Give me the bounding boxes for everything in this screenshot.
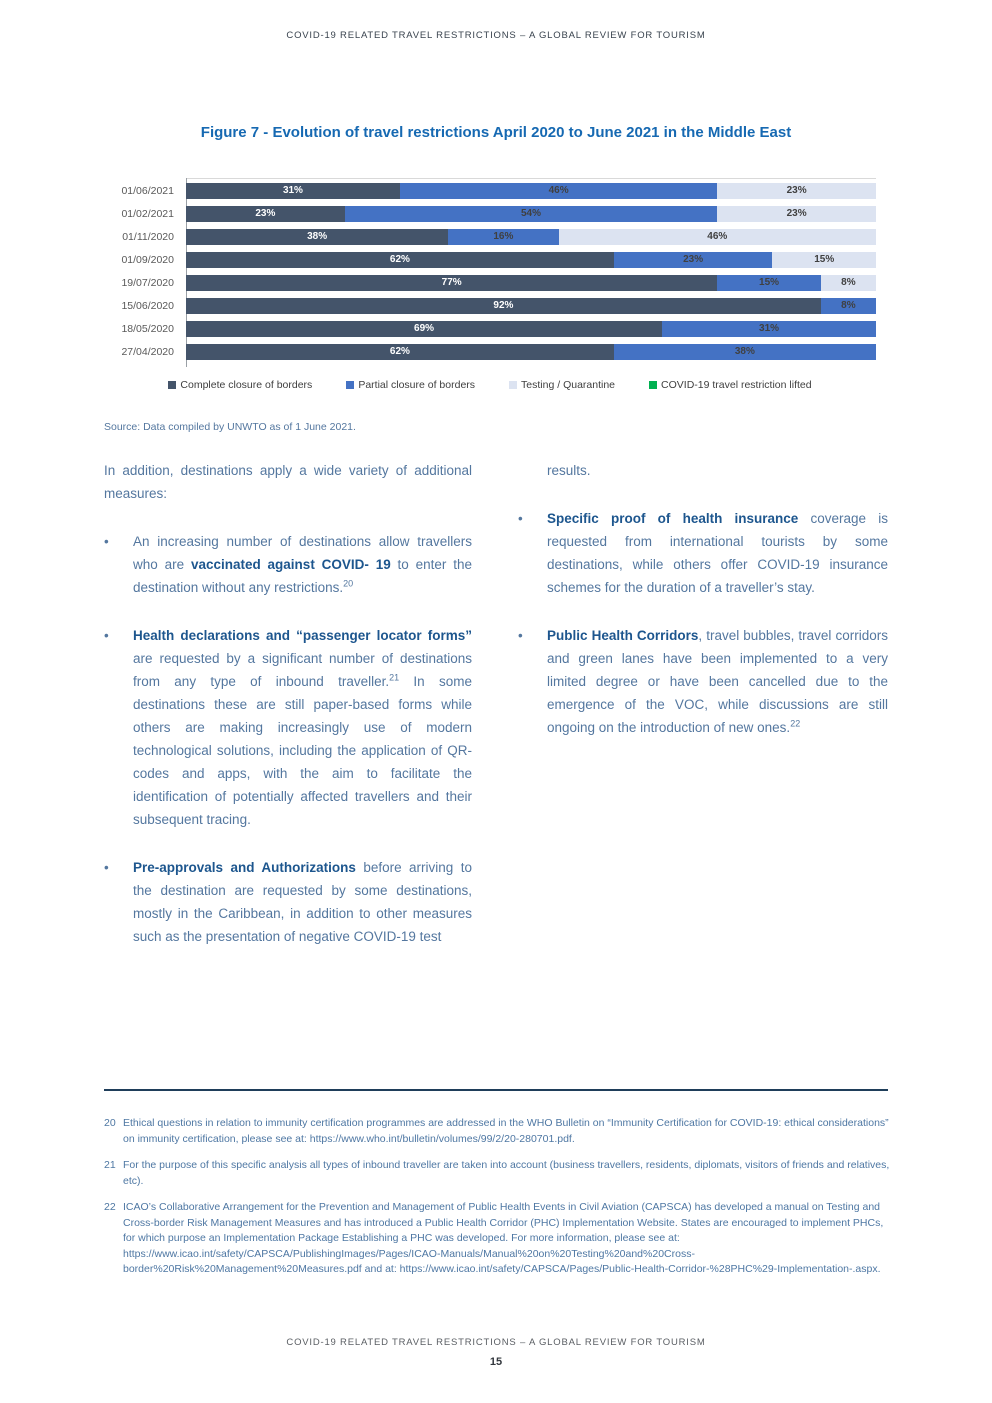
legend-swatch <box>346 381 354 389</box>
bar-value-label: 8% <box>841 300 856 311</box>
travel-restrictions-chart <box>104 176 876 363</box>
chart-bar-track <box>186 183 876 199</box>
footnote-item <box>104 1200 894 1278</box>
bar-segment <box>821 298 876 314</box>
continuation-paragraph: results. <box>547 463 591 478</box>
list-item <box>104 530 472 599</box>
bar-value-label: 23% <box>786 208 807 219</box>
bar-value-label: 38% <box>307 231 328 242</box>
bar-segment <box>186 275 717 291</box>
bar-value-label: 62% <box>389 254 410 265</box>
figure-title: Figure 7 - Evolution of travel restrictions April 2020 to June 2021 in the Middle East <box>200 124 792 141</box>
chart-rows <box>104 176 876 363</box>
bullet-marker: • <box>104 534 109 549</box>
chart-bar-track <box>186 298 876 314</box>
bar-value-label: 31% <box>282 185 303 196</box>
bar-value-label: 69% <box>414 323 435 334</box>
chart-row <box>104 179 876 202</box>
chart-bar-track <box>186 275 876 291</box>
bar-value-label: 16% <box>493 231 514 242</box>
bar-value-label: 23% <box>683 254 704 265</box>
bar-value-label: 54% <box>520 208 541 219</box>
legend-swatch <box>168 381 176 389</box>
legend-label: Partial closure of borders <box>358 379 476 391</box>
bar-segment <box>662 321 876 337</box>
bullet-marker: • <box>518 511 523 526</box>
bar-segment <box>186 298 821 314</box>
bar-segment <box>614 344 876 360</box>
chart-row <box>104 225 876 248</box>
bar-segment <box>717 183 876 199</box>
footnote-text: ICAO’s Collaborative Arrangement for the Prevention and Management of Public Health Events in Civil Aviation (CAPSCA) has developed a manual on Testing and Cross-border Risk Management Measures and has introduced a Public Health Corridor (PHC) Implementation Website. States are encouraged to implement PHCs, for which purpose an Implementation Package Establishing a PHC was developed. For more information, please see at: https://www.icao.int/safety/CAPSCA/PublishingImages/Pages/ICAO-Manuals/Manual%20on%20Testing%20and%20Cross-border%20Risk%20Management%20Measures.pdf and at: https://www.icao.int/safety/CAPSCA/Pages/Public-Health-Corridor-%28PHC%29-Implementation-.aspx. <box>123 1201 884 1275</box>
footnote-number: 21 <box>104 1159 116 1171</box>
chart-row <box>104 317 876 340</box>
chart-bar-track <box>186 206 876 222</box>
legend-item <box>346 379 475 391</box>
bar-segment <box>186 183 400 199</box>
chart-category-label: 01/06/2021 <box>121 184 174 197</box>
bullet-list-right <box>518 507 888 739</box>
bar-value-label: 62% <box>389 346 410 357</box>
legend-swatch <box>509 381 517 389</box>
bar-value-label: 23% <box>255 208 276 219</box>
chart-row <box>104 340 876 363</box>
chart-category-label: 01/09/2020 <box>121 253 174 266</box>
bullet-text: Specific proof of health insurance coverage is requested from international tourists by some destinations, while others offer COVID-19 insurance schemes for the duration of a traveller’s stay. <box>547 511 888 595</box>
bar-value-label: 8% <box>841 277 856 288</box>
bar-value-label: 38% <box>734 346 755 357</box>
footnote-item <box>104 1158 894 1189</box>
legend-label: COVID-19 travel restriction lifted <box>661 379 812 391</box>
bar-value-label: 92% <box>493 300 514 311</box>
bar-segment <box>772 252 876 268</box>
chart-source: Source: Data compiled by UNWTO as of 1 June 2021. <box>104 421 356 433</box>
bar-segment <box>186 252 614 268</box>
chart-row <box>104 202 876 225</box>
chart-category-label: 19/07/2020 <box>121 276 174 289</box>
chart-category-label: 18/05/2020 <box>121 322 174 335</box>
bar-segment <box>717 275 821 291</box>
bar-value-label: 31% <box>759 323 780 334</box>
page-number: 15 <box>489 1356 503 1368</box>
bullet-text: Pre-approvals and Authorizations before arriving to the destination are requested by some destinations, mostly in the Caribbean, in addition to other measures such as the presentation of negative COVID-19 test <box>133 860 472 944</box>
legend-label: Complete closure of borders <box>180 379 313 391</box>
bar-value-label: 23% <box>786 185 807 196</box>
legend-item <box>509 379 615 391</box>
body-column-right <box>518 459 888 739</box>
footnote-text: For the purpose of this specific analysis all types of inbound traveller are taken into account (business travellers, residents, diplomats, visitors of friends and relatives, etc). <box>123 1159 890 1187</box>
bar-segment <box>614 252 773 268</box>
chart-bar-track <box>186 321 876 337</box>
footnotes <box>104 1116 894 1289</box>
bar-segment <box>186 321 662 337</box>
bar-segment <box>186 229 448 245</box>
bar-segment <box>821 275 876 291</box>
legend-item <box>168 379 312 391</box>
bar-value-label: 46% <box>707 231 728 242</box>
footnote-number: 20 <box>104 1117 116 1129</box>
list-item <box>518 507 888 599</box>
chart-bar-track <box>186 252 876 268</box>
footnote-text: Ethical questions in relation to immunity certification programmes are addressed in the WHO Bulletin on “Immunity Certification for COVID-19: ethical considerations” on immunity certification, please see at: https://www.who.int/bulletin/volumes/99/2/20-280701.pdf. <box>123 1117 889 1145</box>
bar-value-label: 46% <box>548 185 569 196</box>
bullet-text: Health declarations and “passenger locator forms” are requested by a significant number of destinations from any type of inbound traveller.$^{21}$ In some destinations these are still paper-based forms while others are making increasingly use of modern technological solutions, including the application of QR-codes and apps, with the aim to facilitate the identification of potentially affected travellers and their subsequent tracing. <box>133 628 472 827</box>
intro-paragraph: In addition, destinations apply a wide variety of additional measures: <box>104 463 472 501</box>
chart-category-label: 01/02/2021 <box>121 207 174 220</box>
bar-segment <box>559 229 876 245</box>
bullet-marker: • <box>104 628 109 643</box>
footnote-divider <box>104 1089 888 1091</box>
chart-category-label: 27/04/2020 <box>121 345 174 358</box>
bar-segment <box>186 206 345 222</box>
chart-category-label: 15/06/2020 <box>121 299 174 312</box>
bar-segment <box>186 344 614 360</box>
list-item <box>104 624 472 831</box>
page-footer: COVID-19 RELATED TRAVEL RESTRICTIONS – A GLOBAL REVIEW FOR TOURISM <box>286 1337 706 1348</box>
legend-item <box>649 379 812 391</box>
bar-value-label: 15% <box>759 277 780 288</box>
chart-row <box>104 248 876 271</box>
chart-legend <box>104 379 876 391</box>
page-header: COVID-19 RELATED TRAVEL RESTRICTIONS – A GLOBAL REVIEW FOR TOURISM <box>286 30 706 41</box>
chart-row <box>104 271 876 294</box>
chart-category-label: 01/11/2020 <box>122 230 174 243</box>
list-item <box>104 856 472 948</box>
bullet-text: An increasing number of destinations allow travellers who are vaccinated against COVID- 19 to enter the destination without any restrictions.$^{20}$ <box>133 534 472 595</box>
chart-bar-track <box>186 344 876 360</box>
bar-segment <box>717 206 876 222</box>
bullet-text: Public Health Corridors, travel bubbles, travel corridors and green lanes have been implemented to a very limited degree or have been cancelled due to the emergence of the VOC, while discussions are still ongoing on the introduction of new ones.$^{22}$ <box>547 628 888 735</box>
list-item <box>518 624 888 739</box>
chart-row <box>104 294 876 317</box>
footnote-number: 22 <box>104 1201 116 1213</box>
bullet-marker: • <box>518 628 523 643</box>
legend-swatch <box>649 381 657 389</box>
footnote-item <box>104 1116 894 1147</box>
bullet-marker: • <box>104 860 109 875</box>
legend-label: Testing / Quarantine <box>521 379 616 391</box>
bar-value-label: 15% <box>814 254 835 265</box>
bar-value-label: 77% <box>441 277 462 288</box>
chart-bar-track <box>186 229 876 245</box>
bar-segment <box>400 183 717 199</box>
bullet-list-left <box>104 530 472 948</box>
bar-segment <box>345 206 718 222</box>
body-column-left <box>104 459 472 948</box>
bar-segment <box>448 229 558 245</box>
